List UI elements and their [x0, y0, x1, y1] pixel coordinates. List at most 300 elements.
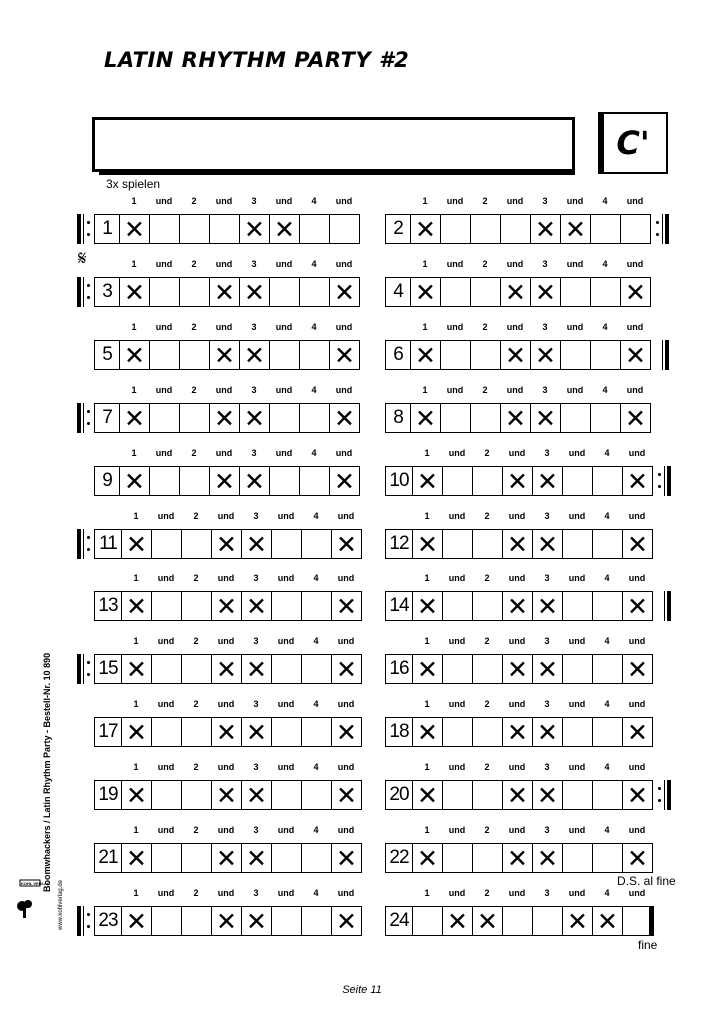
beat-label: 2: [193, 636, 199, 646]
beat-label: und: [448, 511, 466, 521]
hit-mark-icon: ✕: [412, 591, 443, 621]
beat-label: 3: [544, 511, 550, 521]
beat-label: 1: [422, 196, 428, 206]
beat-label: und: [337, 699, 355, 709]
beat-label: 3: [251, 196, 257, 206]
repeat-end-sign: [655, 466, 671, 496]
measure-number: 24: [385, 906, 413, 936]
hit-mark-icon: ✕: [209, 340, 240, 370]
measure-17: [94, 717, 362, 747]
beat-label: und: [155, 385, 173, 395]
hit-mark-icon: ✕: [532, 843, 563, 873]
beat-label: und: [626, 322, 644, 332]
rest-cell: [440, 277, 471, 307]
rest-cell: [472, 591, 503, 621]
beat-label: 1: [424, 888, 430, 898]
beat-label: 3: [251, 322, 257, 332]
beat-label: 2: [482, 322, 488, 332]
hit-mark-icon: ✕: [239, 277, 270, 307]
measure-7: [94, 403, 360, 433]
beat-label: und: [335, 259, 353, 269]
hit-mark-icon: ✕: [269, 214, 300, 244]
beat-label: und: [335, 448, 353, 458]
measure-number: 13: [94, 591, 122, 621]
hit-mark-icon: ✕: [410, 340, 441, 370]
beat-label: 4: [604, 636, 610, 646]
beat-label: 1: [424, 762, 430, 772]
rest-cell: [560, 403, 591, 433]
hit-mark-icon: ✕: [622, 717, 653, 747]
side-url-text: www.kohlverlag.de: [58, 879, 64, 930]
beat-label: 3: [542, 385, 548, 395]
rest-cell: [301, 529, 332, 559]
rest-cell: [472, 843, 503, 873]
beat-label: 1: [422, 385, 428, 395]
beat-label: und: [626, 196, 644, 206]
beat-label: und: [568, 762, 586, 772]
hit-mark-icon: ✕: [119, 466, 150, 496]
beat-label: und: [626, 259, 644, 269]
beat-label: und: [448, 448, 466, 458]
rest-cell: [560, 277, 591, 307]
rest-cell: [440, 214, 471, 244]
beat-label: 1: [424, 636, 430, 646]
hit-mark-icon: ✕: [329, 340, 360, 370]
hit-mark-icon: ✕: [119, 340, 150, 370]
hit-mark-icon: ✕: [412, 529, 443, 559]
rest-cell: [269, 466, 300, 496]
beat-label: 3: [253, 511, 259, 521]
rest-cell: [592, 591, 623, 621]
measure-5: [94, 340, 360, 370]
beat-label: und: [277, 888, 295, 898]
beat-label: 1: [131, 448, 137, 458]
beat-label: und: [628, 699, 646, 709]
hit-mark-icon: ✕: [532, 466, 563, 496]
hit-mark-icon: ✕: [211, 529, 242, 559]
beat-label: und: [275, 259, 293, 269]
rest-cell: [590, 403, 621, 433]
hit-mark-icon: ✕: [239, 403, 270, 433]
hit-mark-icon: ✕: [209, 466, 240, 496]
measure-20: [385, 780, 653, 810]
beat-label: 4: [602, 385, 608, 395]
measure-number: 23: [94, 906, 122, 936]
rest-cell: [149, 277, 180, 307]
measure-22: [385, 843, 653, 873]
beat-label: 3: [544, 573, 550, 583]
beat-label: und: [157, 636, 175, 646]
rest-cell: [151, 654, 182, 684]
rest-cell: [301, 906, 332, 936]
beat-label: und: [446, 259, 464, 269]
hit-mark-icon: ✕: [241, 780, 272, 810]
rest-cell: [209, 214, 240, 244]
rest-cell: [502, 906, 533, 936]
beat-label: und: [448, 762, 466, 772]
beat-label: 2: [193, 825, 199, 835]
beat-label: und: [506, 259, 524, 269]
beat-label: 4: [311, 259, 317, 269]
measure-number: 1: [94, 214, 120, 244]
measure-number: 8: [385, 403, 411, 433]
beat-label: 2: [484, 762, 490, 772]
hit-mark-icon: ✕: [502, 843, 533, 873]
hit-mark-icon: ✕: [620, 340, 651, 370]
hit-mark-icon: ✕: [331, 717, 362, 747]
measure-number: 10: [385, 466, 413, 496]
beat-label: und: [568, 448, 586, 458]
rest-cell: [472, 529, 503, 559]
measure-number: 14: [385, 591, 413, 621]
beat-label: 1: [131, 322, 137, 332]
rest-cell: [181, 843, 212, 873]
beat-label: 1: [133, 511, 139, 521]
measure-number: 21: [94, 843, 122, 873]
page-footer: Seite 11: [342, 984, 382, 996]
beat-label: 4: [313, 573, 319, 583]
beat-label: und: [337, 762, 355, 772]
rest-cell: [562, 529, 593, 559]
beat-label: und: [337, 888, 355, 898]
measure-12: [385, 529, 653, 559]
measure-16: [385, 654, 653, 684]
beat-label: und: [335, 322, 353, 332]
beat-label: und: [217, 825, 235, 835]
hit-mark-icon: ✕: [241, 529, 272, 559]
beat-label: und: [446, 196, 464, 206]
measure-11: [94, 529, 362, 559]
rest-cell: [181, 529, 212, 559]
hit-mark-icon: ✕: [211, 906, 242, 936]
logo-text: KOHL VERLAG: [21, 881, 51, 886]
repeat-start-sign: [77, 654, 93, 684]
beat-label: und: [277, 511, 295, 521]
beat-label: 4: [313, 825, 319, 835]
beat-label: 3: [542, 322, 548, 332]
hit-mark-icon: ✕: [412, 843, 443, 873]
hit-mark-icon: ✕: [211, 591, 242, 621]
beat-label: 4: [313, 699, 319, 709]
beat-label: 3: [542, 259, 548, 269]
beat-label: 3: [251, 385, 257, 395]
beat-label: und: [277, 699, 295, 709]
rest-cell: [562, 717, 593, 747]
beat-label: 4: [604, 448, 610, 458]
beat-label: 2: [193, 699, 199, 709]
hit-mark-icon: ✕: [502, 780, 533, 810]
beat-label: 2: [484, 825, 490, 835]
beat-label: und: [568, 699, 586, 709]
measure-number: 20: [385, 780, 413, 810]
beat-label: 3: [544, 699, 550, 709]
beat-label: und: [335, 385, 353, 395]
hit-mark-icon: ✕: [472, 906, 503, 936]
beat-label: 2: [191, 196, 197, 206]
rest-cell: [299, 214, 330, 244]
hit-mark-icon: ✕: [331, 654, 362, 684]
rest-cell: [151, 591, 182, 621]
rest-cell: [271, 843, 302, 873]
rest-cell: [149, 340, 180, 370]
beat-label: und: [446, 322, 464, 332]
rest-cell: [562, 591, 593, 621]
beat-label: 3: [544, 888, 550, 898]
hit-mark-icon: ✕: [121, 780, 152, 810]
hit-mark-icon: ✕: [239, 466, 270, 496]
measure-18: [385, 717, 653, 747]
rest-cell: [179, 403, 210, 433]
beat-label: 2: [484, 448, 490, 458]
beat-label: 1: [133, 636, 139, 646]
rest-cell: [271, 654, 302, 684]
hit-mark-icon: ✕: [331, 843, 362, 873]
hit-mark-icon: ✕: [241, 843, 272, 873]
hit-mark-icon: ✕: [329, 403, 360, 433]
repeat-start-sign: [77, 277, 93, 307]
hit-mark-icon: ✕: [622, 466, 653, 496]
hit-mark-icon: ✕: [121, 654, 152, 684]
beat-label: und: [566, 322, 584, 332]
rest-cell: [532, 906, 563, 936]
beat-label: und: [157, 888, 175, 898]
beat-label: und: [508, 636, 526, 646]
rest-cell: [412, 906, 443, 936]
rest-cell: [470, 214, 501, 244]
rest-cell: [590, 340, 621, 370]
key-box-accent: [598, 112, 604, 174]
beat-label: und: [275, 322, 293, 332]
beat-label: 4: [604, 888, 610, 898]
hit-mark-icon: ✕: [592, 906, 623, 936]
beat-label: und: [155, 196, 173, 206]
beat-label: 3: [544, 448, 550, 458]
beat-label: und: [448, 825, 466, 835]
hit-mark-icon: ✕: [412, 780, 443, 810]
rest-cell: [271, 906, 302, 936]
beat-label: und: [508, 511, 526, 521]
beat-label: 1: [424, 448, 430, 458]
beat-label: 4: [311, 196, 317, 206]
hit-mark-icon: ✕: [622, 591, 653, 621]
name-box-shadow: [99, 172, 575, 175]
beat-label: 2: [191, 448, 197, 458]
beat-label: 2: [193, 888, 199, 898]
beat-label: 3: [544, 825, 550, 835]
beat-label: 3: [544, 762, 550, 772]
rest-cell: [470, 403, 501, 433]
hit-mark-icon: ✕: [502, 654, 533, 684]
beat-label: und: [217, 573, 235, 583]
hit-mark-icon: ✕: [532, 780, 563, 810]
rest-cell: [149, 466, 180, 496]
hit-mark-icon: ✕: [239, 214, 270, 244]
measure-number: 2: [385, 214, 411, 244]
rest-cell: [562, 466, 593, 496]
rest-cell: [149, 403, 180, 433]
beat-label: 1: [424, 511, 430, 521]
rest-cell: [592, 466, 623, 496]
rest-cell: [179, 277, 210, 307]
segno-icon: 𝄋: [78, 246, 87, 270]
hit-mark-icon: ✕: [622, 654, 653, 684]
rest-cell: [301, 717, 332, 747]
hit-mark-icon: ✕: [329, 277, 360, 307]
beat-label: 2: [484, 511, 490, 521]
measure-9: [94, 466, 360, 496]
beat-label: 1: [422, 259, 428, 269]
repeat-start-sign: [77, 403, 93, 433]
beat-label: 4: [311, 385, 317, 395]
rest-cell: [442, 717, 473, 747]
rest-cell: [181, 717, 212, 747]
beat-label: 1: [133, 825, 139, 835]
rest-cell: [301, 591, 332, 621]
repeat-start-sign: [77, 906, 93, 936]
beat-label: und: [337, 511, 355, 521]
beat-label: 2: [482, 385, 488, 395]
measure-23: [94, 906, 362, 936]
rest-cell: [442, 529, 473, 559]
hit-mark-icon: ✕: [622, 780, 653, 810]
beat-label: 4: [311, 448, 317, 458]
beat-label: 1: [424, 573, 430, 583]
beat-label: und: [157, 573, 175, 583]
beat-label: 2: [193, 573, 199, 583]
beat-label: 4: [602, 196, 608, 206]
hit-mark-icon: ✕: [412, 717, 443, 747]
rest-cell: [149, 214, 180, 244]
measure-10: [385, 466, 653, 496]
rest-cell: [181, 654, 212, 684]
beat-label: 4: [604, 762, 610, 772]
rest-cell: [299, 277, 330, 307]
beat-label: und: [508, 699, 526, 709]
rest-cell: [442, 654, 473, 684]
beat-label: 4: [604, 511, 610, 521]
beat-label: und: [568, 511, 586, 521]
beat-label: und: [568, 825, 586, 835]
beat-label: und: [155, 322, 173, 332]
hit-mark-icon: ✕: [620, 277, 651, 307]
repeat-note: 3x spielen: [106, 177, 161, 191]
hit-mark-icon: ✕: [410, 277, 441, 307]
beat-label: und: [568, 636, 586, 646]
beat-label: 1: [131, 385, 137, 395]
hit-mark-icon: ✕: [211, 843, 242, 873]
beat-label: 3: [253, 888, 259, 898]
beat-label: und: [275, 196, 293, 206]
hit-mark-icon: ✕: [502, 591, 533, 621]
rest-cell: [271, 591, 302, 621]
hit-mark-icon: ✕: [410, 403, 441, 433]
rest-cell: [442, 780, 473, 810]
beat-label: und: [508, 888, 526, 898]
hit-mark-icon: ✕: [532, 654, 563, 684]
beat-label: und: [628, 448, 646, 458]
measure-number: 5: [94, 340, 120, 370]
beat-label: 1: [422, 322, 428, 332]
beat-label: 2: [482, 196, 488, 206]
name-box: [92, 117, 575, 172]
hit-mark-icon: ✕: [211, 717, 242, 747]
beat-label: und: [566, 385, 584, 395]
beat-label: und: [215, 196, 233, 206]
rest-cell: [560, 340, 591, 370]
rest-cell: [472, 466, 503, 496]
beat-label: und: [157, 699, 175, 709]
beat-label: und: [217, 888, 235, 898]
rest-cell: [179, 340, 210, 370]
measure-number: 6: [385, 340, 411, 370]
beat-label: und: [217, 762, 235, 772]
rest-cell: [442, 466, 473, 496]
beat-label: 2: [191, 322, 197, 332]
hit-mark-icon: ✕: [530, 403, 561, 433]
hit-mark-icon: ✕: [211, 654, 242, 684]
key-box: [598, 112, 668, 174]
beat-label: 4: [313, 888, 319, 898]
rest-cell: [590, 277, 621, 307]
rest-cell: [179, 214, 210, 244]
hit-mark-icon: ✕: [121, 591, 152, 621]
rest-cell: [592, 780, 623, 810]
rest-cell: [592, 529, 623, 559]
beat-label: und: [628, 825, 646, 835]
beat-label: und: [217, 636, 235, 646]
hit-mark-icon: ✕: [209, 277, 240, 307]
hit-mark-icon: ✕: [502, 717, 533, 747]
hit-mark-icon: ✕: [121, 843, 152, 873]
beat-label: und: [215, 259, 233, 269]
rest-cell: [440, 340, 471, 370]
beat-label: 3: [251, 448, 257, 458]
measure-number: 12: [385, 529, 413, 559]
measure-2: [385, 214, 651, 244]
beat-label: 1: [424, 699, 430, 709]
hit-mark-icon: ✕: [532, 717, 563, 747]
beat-label: 1: [133, 699, 139, 709]
beat-label: 4: [313, 636, 319, 646]
beat-label: 3: [544, 636, 550, 646]
measure-13: [94, 591, 362, 621]
rest-cell: [151, 717, 182, 747]
measure-number: 16: [385, 654, 413, 684]
beat-label: und: [448, 573, 466, 583]
beat-label: und: [217, 511, 235, 521]
hit-mark-icon: ✕: [241, 654, 272, 684]
beat-label: und: [446, 385, 464, 395]
beat-label: und: [628, 573, 646, 583]
beat-label: 2: [191, 259, 197, 269]
rest-cell: [179, 466, 210, 496]
rest-cell: [470, 340, 501, 370]
hit-mark-icon: ✕: [502, 466, 533, 496]
measure-number: 22: [385, 843, 413, 873]
beat-label: und: [215, 385, 233, 395]
beat-label: und: [337, 636, 355, 646]
measure-number: 9: [94, 466, 120, 496]
beat-label: und: [566, 196, 584, 206]
hit-mark-icon: ✕: [530, 340, 561, 370]
measure-number: 7: [94, 403, 120, 433]
rest-cell: [592, 717, 623, 747]
fine-note: fine: [638, 938, 658, 952]
rest-cell: [592, 843, 623, 873]
rest-cell: [271, 717, 302, 747]
measure-number: 18: [385, 717, 413, 747]
rest-cell: [151, 529, 182, 559]
